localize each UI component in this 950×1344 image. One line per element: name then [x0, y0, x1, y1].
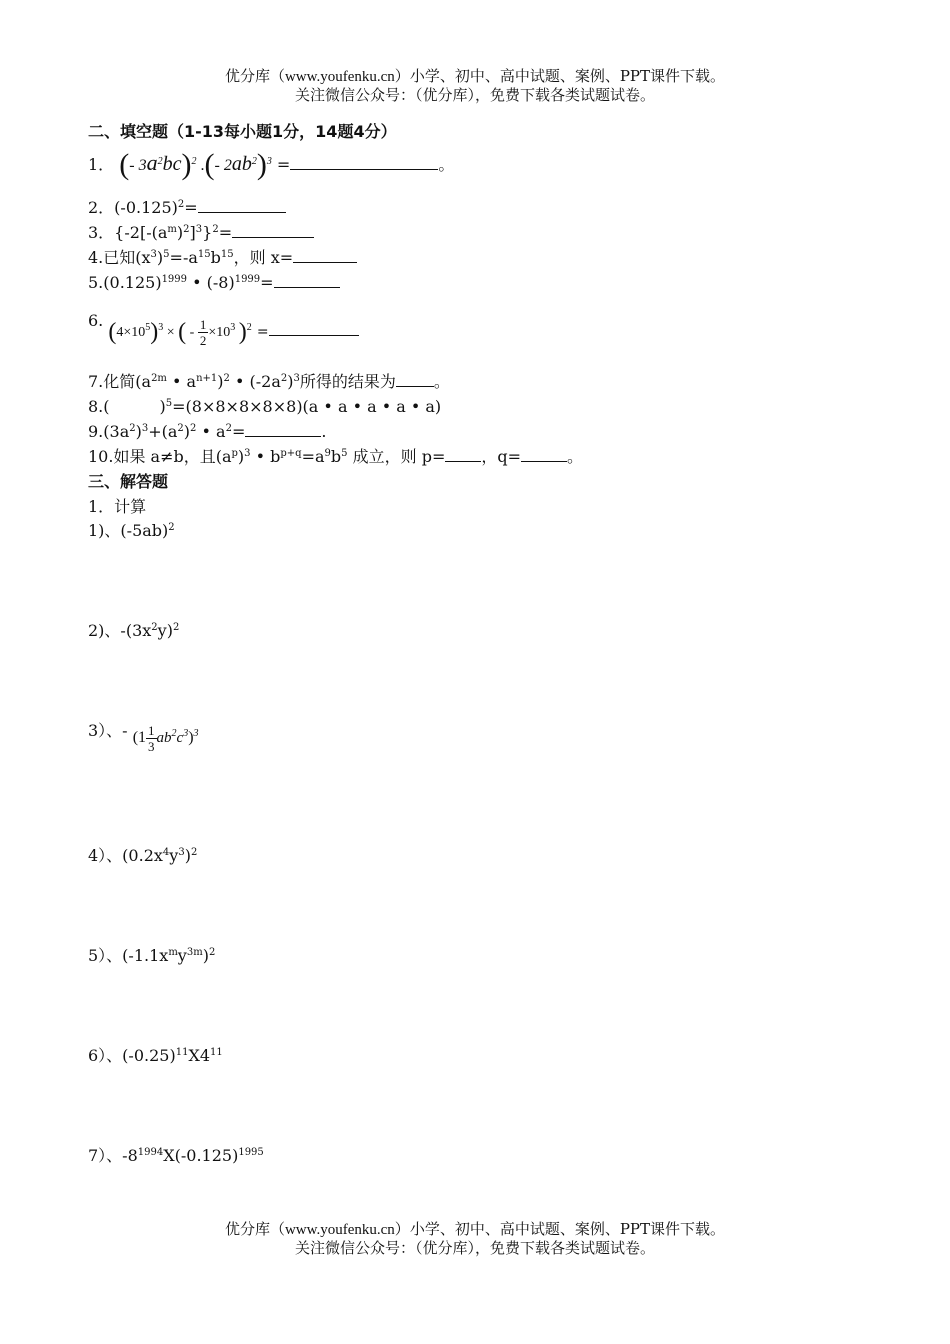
question-7: 7.化简($a^{2m}$ • $a^{n+1})^2$ • $(-2a^2)^3$所得的结果为 。: [88, 372, 450, 391]
page-header-line2: 关注微信公众号：（优分库），免费下载各类试题试卷。: [294, 86, 655, 104]
question-2: 2．$(-0.125)^2=$: [88, 197, 286, 219]
q5-answer-blank[interactable]: [274, 273, 340, 288]
page-header-line1: 优分库（www.youfenku.cn）小学、初中、高中试题、案例、PPT课件下载。: [224, 67, 726, 85]
page-footer-line1: 优分库（www.youfenku.cn）小学、初中、高中试题、案例、PPT课件下载。: [224, 1220, 726, 1238]
calc-item-6: 6）、$(-0.25)^{11}X4^{11}$: [88, 1046, 223, 1065]
item3-expression: (1 $\frac{1}{3}$ $ab^2c^3)^3$: [132, 722, 199, 754]
calc-item-5: 5）、$(-1.1x^my^{3m})^2$: [88, 946, 216, 965]
q9-answer-blank[interactable]: [245, 422, 321, 437]
calc-item-3: 3）、- (1 $\frac{1}{3}$ $ab^2c^3)^3$: [88, 721, 199, 754]
section3-title: 三、解答题: [88, 472, 169, 491]
question-8: 8.( )$^5$=(8×8×8×8×8)(a • a • a • a • a): [88, 397, 442, 416]
q3-answer-blank[interactable]: [232, 223, 314, 238]
section2-title: 二、填空题（1-13每小题1分，14题4分）: [88, 122, 397, 141]
calc-item-7: 7）、$-8^{1994}X(-0.125)^{1995}$: [88, 1146, 264, 1165]
q10-p-blank[interactable]: [445, 447, 481, 462]
q10-q-blank[interactable]: [521, 447, 567, 462]
q7-answer-blank[interactable]: [396, 372, 434, 387]
q2-answer-blank[interactable]: [198, 198, 286, 213]
q4-answer-blank[interactable]: [293, 248, 357, 263]
section3-subtitle: 1．计算: [88, 497, 147, 516]
question-3: 3．$\{-2[-(a^m)^2]^3\}^2=$: [88, 222, 314, 244]
question-6: 6. $(4\times 10^5)^3$ × ( - $\frac{1}{2}$ $\times 10^3$ )$^2$ =: [88, 310, 359, 354]
q1-answer-blank[interactable]: [290, 155, 438, 170]
question-9: $9.(3a^2)^3+(a^2)^2$ • $a^2=$ .: [88, 422, 327, 441]
q1-expression: (- $3a^2bc)^2$ .(- $2ab^2)^3$: [119, 148, 272, 181]
question-10: 10.如果 a≠b，且$(a^p)^3$ • $b^{p+q}=a^9b^5$ 成立，则 p= ，q= 。: [88, 447, 584, 466]
q6-answer-blank[interactable]: [269, 321, 359, 336]
page-footer-line2: 关注微信公众号：（优分库），免费下载各类试题试卷。: [294, 1239, 655, 1257]
calc-item-4: 4）、$(0.2x^4y^3)^2$: [88, 846, 198, 865]
q6-expression: $(4\times 10^5)^3$ × ( - $\frac{1}{2}$ $\times 10^3$ )$^2$: [108, 317, 252, 349]
question-5: $5.(0.125)^{1999}$ • $(-8)^{1999}=$: [88, 272, 340, 294]
calc-item-1: 1)、$(-5ab)^2$: [88, 521, 175, 540]
question-4: 4.已知$(x^3)^5=-a^{15}b^{15}$，则 x=: [88, 247, 357, 269]
question-1: 1． (- $3a^2bc)^2$ .(- $2ab^2)^3$ = 。: [88, 148, 455, 181]
calc-item-2: 2)、$-(3x^2y)^2$: [88, 621, 180, 640]
